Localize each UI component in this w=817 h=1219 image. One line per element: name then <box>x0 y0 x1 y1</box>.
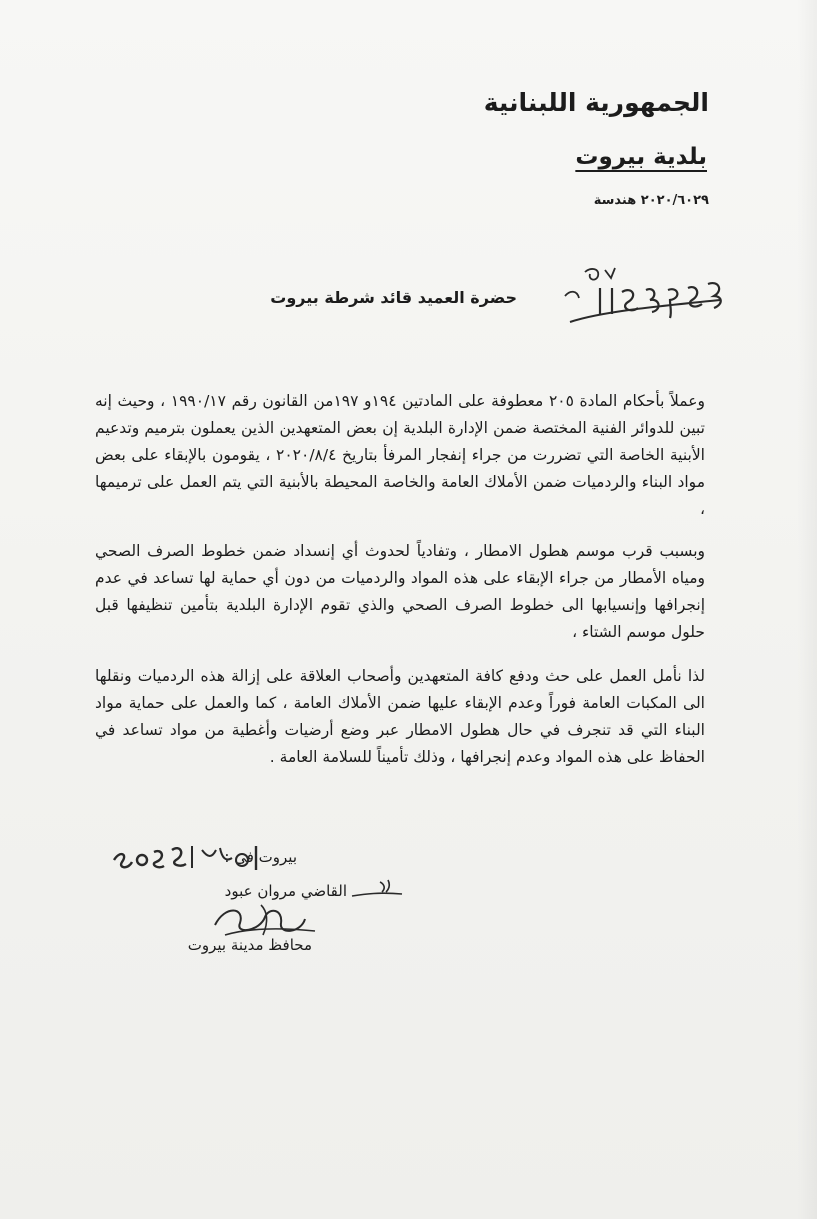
republic-heading: الجمهورية اللبنانية <box>483 88 709 117</box>
body-paragraph-2: وبسبب قرب موسم هطول الامطار ، وتفادياً لحدوث أي إنسداد ضمن خطوط الصرف الصحي ومياه الأمطار من جراء الإبقاء على هذه المواد والردميات من دون أي حماية لها تساعد في عدم إنجرافها وإنسيابها الى خطوط الصرف الصحي والذي تقوم الإدارة البلدية بتأمين تنظيفها قبل حلول موسم الشتاء ، <box>95 542 705 641</box>
paper-edge-shadow <box>797 0 817 1219</box>
signatory-name: القاضي مروان عبود <box>224 882 347 900</box>
place-date-label: بيروت في : <box>224 848 297 866</box>
reference-number: ٢٠٢٠/٦٠٢٩ هندسة <box>593 193 709 208</box>
addressee-line: حضرة العميد قائد شرطة بيروت <box>270 288 517 307</box>
handwritten-registration-stamp <box>560 262 730 332</box>
signatory-title: محافظ مدينة بيروت <box>187 936 312 954</box>
body-paragraph-1: وعملاً بأحكام المادة ٢٠٥ معطوفة على المادتين ١٩٤و ١٩٧من القانون رقم ١٩٩٠/١٧ ، وحيث إنه تبين للدوائر الفنية المختصة ضمن الإدارة البلدية إن بعض المتعهدين الذين يعملون بترميم وتدعيم الأبنية الخاصة التي تضررت من جراء إنفجار المرفأ بتاريخ ٢٠٢٠/٨/٤ ، يقومون بالإبقاء على بعض مواد البناء والردميات ضمن الأملاك العامة والخاصة المحيطة بالأبنية التي يتم العمل على ترميمها ، <box>95 392 705 518</box>
body-paragraph-3: لذا نأمل العمل على حث ودفع كافة المتعهدين وأصحاب العلاقة على إزالة هذه الردميات ونقلها الى المكبات العامة فوراً وعدم الإبقاء عليها ضمن الأملاك العامة ، كما والعمل على حماية مواد البناء التي قد تنجرف في حال هطول الامطار عبر وضع أرضيات وأغطية من مواد تساعد في الحفاظ على هذه المواد وعدم إنجرافها ، وذلك تأميناً للسلامة العامة . <box>95 667 705 766</box>
paraph-mark <box>350 876 405 906</box>
municipality-heading: بلدية بيروت <box>575 144 707 170</box>
handwritten-date <box>110 838 270 878</box>
